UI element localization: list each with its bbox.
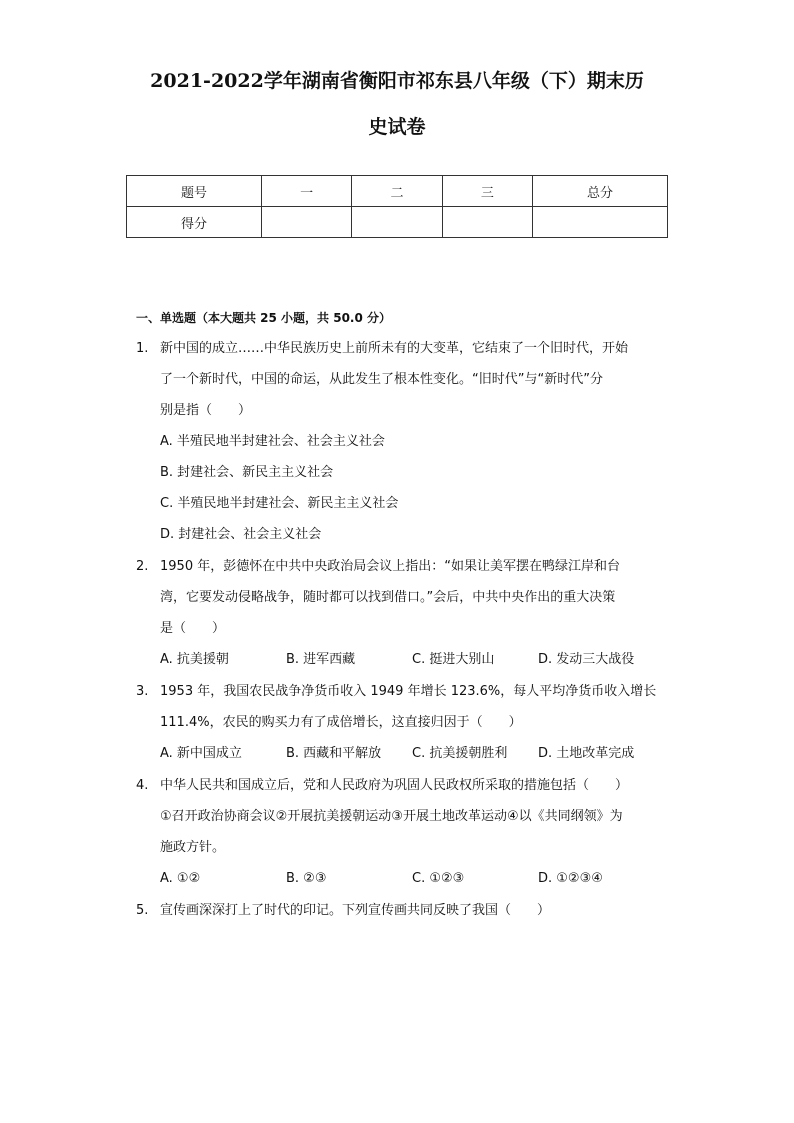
- option-c: C. ①②③: [412, 871, 465, 886]
- question-4: [136, 770, 676, 863]
- option-b: B. 封建社会、新民主主义社会: [160, 465, 334, 480]
- question-stem: [160, 895, 676, 926]
- exam-title-line2: 史试卷: [368, 116, 426, 138]
- question-stem-line: ①召开政治协商会议②开展抗美援朝运动③开展土地改革运动④以《共同纲领》为: [160, 809, 623, 824]
- exam-title: [0, 58, 794, 150]
- question-stem: [160, 551, 676, 644]
- question-stem-line: 1950 年，彭德怀在中共中央政治局会议上指出：“如果让美军摆在鸭绿江岸和台: [160, 559, 620, 574]
- question-stem-line: 了一个新时代，中国的命运，从此发生了根本性变化。“旧时代”与“新时代”分: [160, 372, 603, 387]
- question-stem-line: 是（ ）: [160, 621, 226, 636]
- exam-title-line1: 2021-2022学年湖南省衡阳市祁东县八年级（下）期末历: [150, 70, 644, 92]
- question-stem: [160, 770, 676, 863]
- option-d: D. 发动三大战役: [538, 652, 635, 667]
- option-a: A. ①②: [160, 871, 201, 886]
- option-a: A. 新中国成立: [160, 746, 242, 761]
- option-d: D. 土地改革完成: [538, 746, 635, 761]
- section-heading: 一、单选题（本大题共 25 小题，共 50.0 分）: [136, 311, 392, 325]
- score-cell-part3: [442, 207, 532, 238]
- question-stem: [160, 676, 676, 738]
- question-stem-line: 1953 年，我国农民战争净货币收入 1949 年增长 123.6%，每人平均净货币收入增长: [160, 684, 657, 699]
- score-cell-part1: [261, 207, 351, 238]
- question-stem-line: 111.4%，农民的购买力有了成倍增长，这直接归因于（ ）: [160, 715, 522, 730]
- score-cell-total: [533, 207, 668, 238]
- question-number: 5.: [136, 903, 149, 918]
- question-1: [136, 333, 676, 426]
- score-header-part2: 二: [352, 176, 442, 207]
- question-stem-line: 中华人民共和国成立后，党和人民政府为巩固人民政权所采取的措施包括（ ）: [160, 778, 629, 793]
- score-cell-part2: [352, 207, 442, 238]
- question-number: 4.: [136, 778, 149, 793]
- option-c: C. 抗美援朝胜利: [412, 746, 508, 761]
- question-stem-line: 施政方针。: [160, 840, 226, 855]
- option-c: C. 半殖民地半封建社会、新民主主义社会: [160, 496, 399, 511]
- question-5: [136, 895, 676, 926]
- score-table-score-row: [127, 207, 668, 238]
- option-d: D. ①②③④: [538, 871, 603, 886]
- question-3: [136, 676, 676, 738]
- question-stem-line: 湾，它要发动侵略战争，随时都可以找到借口。”会后，中共中央作出的重大决策: [160, 590, 616, 605]
- option-b: B. ②③: [286, 871, 327, 886]
- question-number: 2.: [136, 559, 149, 574]
- option-b: B. 西藏和平解放: [286, 746, 382, 761]
- score-table-header-row: [127, 176, 668, 207]
- score-header-item: 题号: [127, 176, 262, 207]
- question-stem-line: 宣传画深深打上了时代的印记。下列宣传画共同反映了我国（ ）: [160, 903, 551, 918]
- score-table: [126, 175, 668, 238]
- question-stem-line: 别是指（ ）: [160, 403, 252, 418]
- score-row-label: 得分: [127, 207, 262, 238]
- score-header-total: 总分: [533, 176, 668, 207]
- option-b: B. 进军西藏: [286, 652, 356, 667]
- option-a: A. 半殖民地半封建社会、社会主义社会: [160, 434, 385, 449]
- option-d: D. 封建社会、社会主义社会: [160, 527, 322, 542]
- question-2: [136, 551, 676, 644]
- question-number: 3.: [136, 684, 149, 699]
- question-stem-line: 新中国的成立……中华民族历史上前所未有的大变革，它结束了一个旧时代，开始: [160, 341, 629, 356]
- score-header-part1: 一: [261, 176, 351, 207]
- question-number: 1.: [136, 341, 149, 356]
- option-a: A. 抗美援朝: [160, 652, 229, 667]
- question-stem: [160, 333, 676, 426]
- option-c: C. 挺进大别山: [412, 652, 495, 667]
- score-header-part3: 三: [442, 176, 532, 207]
